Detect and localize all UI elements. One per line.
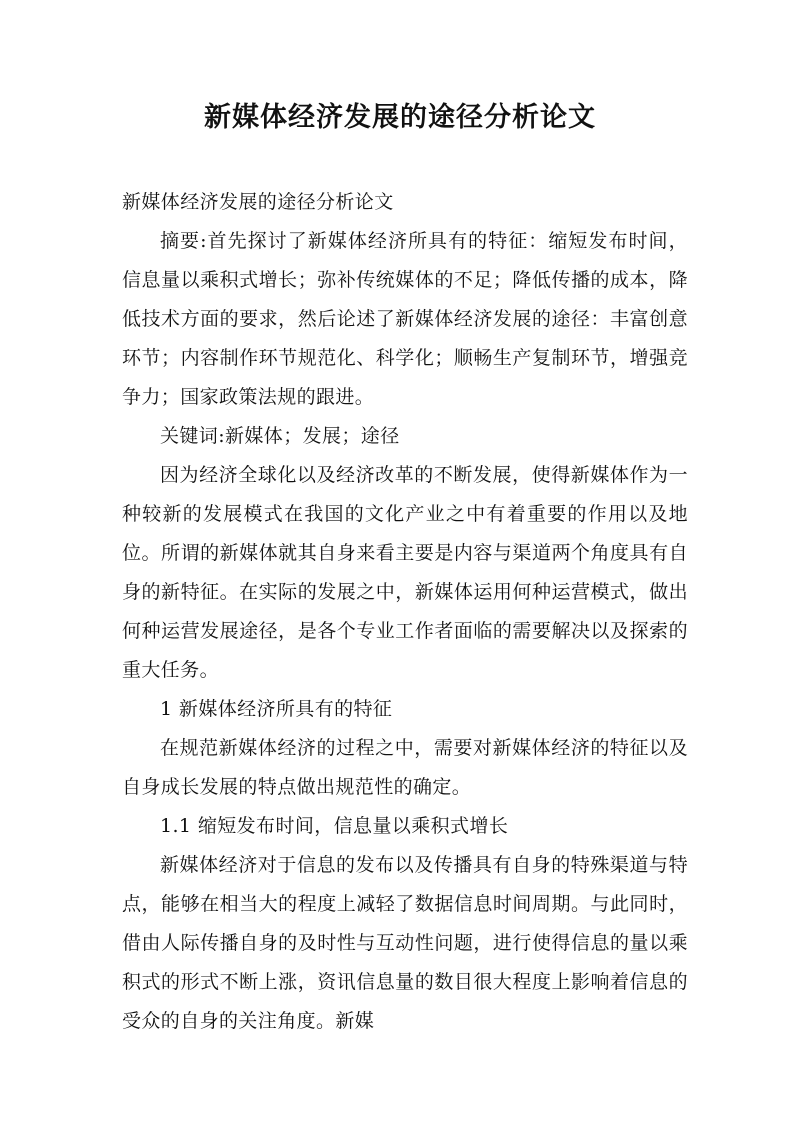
paragraph-keywords: 关键词:新媒体；发展；途径 (160, 425, 400, 447)
paragraph-section-1: 在规范新媒体经济的过程之中，需要对新媒体经济的特征以及自身成长发展的特点做出规范性的确定。 (122, 737, 688, 798)
paragraph-heading-repeat: 新媒体经济发展的途径分析论文 (122, 191, 394, 213)
section-heading-1: 1 新媒体经济所具有的特征 (160, 698, 393, 720)
paragraph-subsection-1-1: 新媒体经济对于信息的发布以及传播具有自身的特殊渠道与特点，能够在相当大的程度上减轻了数据信息时间周期。与此同时，借由人际传播自身的及时性与互动性问题，进行使得信息的量以乘积式的形式不断上涨，资讯信息量的数目很大程度上影响着信息的受众的自身的关注角度。新媒 (122, 854, 688, 1032)
document-title: 新媒体经济发展的途径分析论文 (204, 102, 596, 133)
paragraph-abstract: 摘要:首先探讨了新媒体经济所具有的特征：缩短发布时间，信息量以乘积式增长；弥补传统媒体的不足；降低传播的成本，降低技术方面的要求，然后论述了新媒体经济发展的途径：丰富创意环节；内容制作环节规范化、科学化；顺畅生产复制环节，增强竞争力；国家政策法规的跟进。 (122, 230, 688, 408)
document-body (122, 183, 688, 1041)
subsection-heading-1-1: 1.1 缩短发布时间，信息量以乘积式增长 (160, 815, 509, 837)
paragraph-introduction: 因为经济全球化以及经济改革的不断发展，使得新媒体作为一种较新的发展模式在我国的文化产业之中有着重要的作用以及地位。所谓的新媒体就其自身来看主要是内容与渠道两个角度具有自身的新特征。在实际的发展之中，新媒体运用何种运营模式，做出何种运营发展途径，是各个专业工作者面临的需要解决以及探索的重大任务。 (122, 464, 688, 681)
